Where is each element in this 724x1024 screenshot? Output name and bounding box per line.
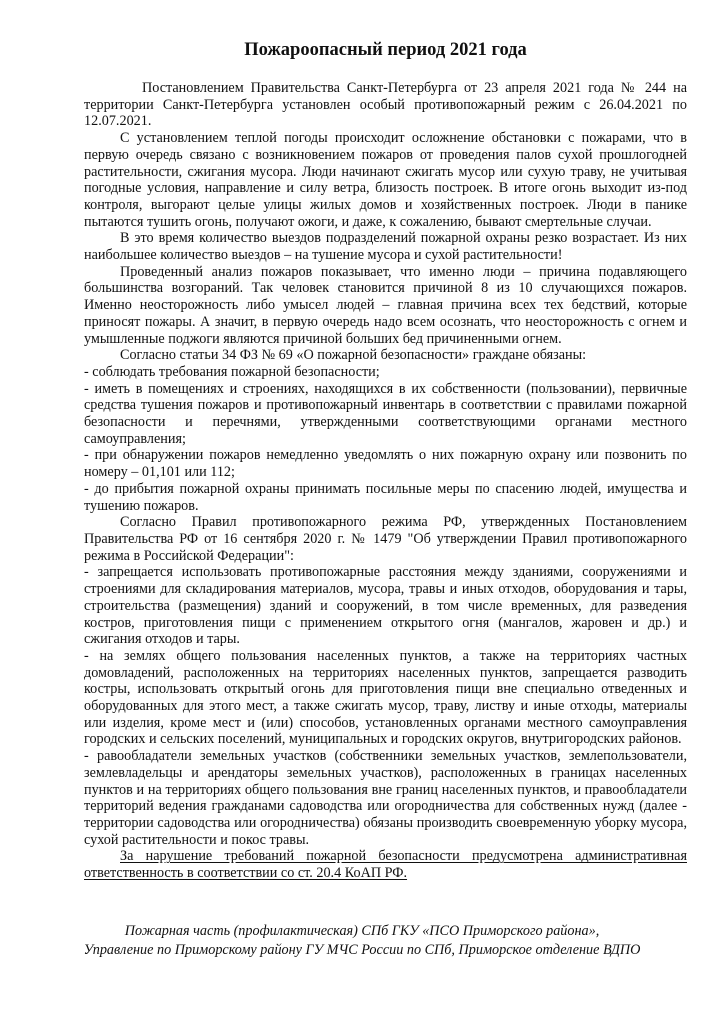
- list-item-obligation-2: - иметь в помещениях и строениях, находящихся в их собственности (пользовании), первичные средства тушения пожаров и противопожарный инвентарь в соответствии с правилами пожарной безопасности и перечнями, утвержденными соответствующими органами местного самоуправления;: [84, 380, 687, 447]
- paragraph-liability: За нарушение требований пожарной безопасности предусмотрена административная ответственность в соответствии со ст. 20.4 КоАП РФ.: [84, 848, 687, 882]
- list-item-obligation-4: - до прибытия пожарной охраны принимать посильные меры по спасению людей, имущества и тушению пожаров.: [84, 480, 687, 514]
- list-item-rule-1: - запрещается использовать противопожарные расстояния между зданиями, сооружениями и строениями для складирования материалов, мусора, травы и иных отходов, оборудования и тары, строительства (размещения) зданий и сооружений, в том числе временных, для разведения костров, приготовления пищи с применением открытого огня (мангалов, жаровен и др.) и сжигания отходов и тары.: [84, 564, 687, 648]
- list-item-obligation-3: - при обнаружении пожаров немедленно уведомлять о них пожарную охрану или позвонить по номеру – 01,101 или 112;: [84, 447, 687, 481]
- paragraph-callouts: В это время количество выездов подразделений пожарной охраны резко возрастает. Из них наибольшее количество выездов – на тушение мусора и сухой растительности!: [84, 230, 687, 264]
- paragraph-warm-weather: С установлением теплой погоды происходит осложнение обстановки с пожарами, что в первую очередь связано с возникновением пожаров от проведения палов сухой прошлогодней растительности, сжигания мусора. Люди начинают сжигать мусор или сухую траву, не учитывая погодные условия, направление и силу ветра, близость построек. В итоге огонь выходит из-под контроля, выгорают целые улицы жилых домов и хозяйственных построек. Люди в панике пытаются тушить огонь, получают ожоги, и даже, к сожалению, бывают смертельные случаи.: [84, 130, 687, 230]
- paragraph-decree: Постановлением Правительства Санкт-Петербурга от 23 апреля 2021 года № 244 на территории Санкт-Петербурга установлен особый противопожарный режим с 26.04.2021 по 12.07.2021.: [84, 80, 687, 130]
- list-item-rule-2: - на землях общего пользования населенных пунктов, а также на территориях частных домовладений, расположенных на территориях населенных пунктов, запрещается разводить костры, использовать открытый огонь для приготовления пищи вне специально отведенных и оборудованных для этого мест, а также сжигать мусор, траву, листву и иные отходы, материалы или изделия, кроме мест и (или) способов, установленных органами местного самоуправления городских и сельских поселений, муниципальных и городских округов, внутригородских районов.: [84, 647, 687, 748]
- paragraph-analysis: Проведенный анализ пожаров показывает, что именно люди – причина подавляющего большинства возгораний. Так человек становится причиной 8 из 10 случающихся пожаров. Именно неосторожность либо умысел людей – главная причина всех тех бедствий, которые приносят пожары. А значит, в первую очередь надо всем осознать, что неосторожность с огнем и умышленные поджоги являются причиной больших бед причиненными огнем.: [84, 263, 687, 347]
- document-title: Пожароопасный период 2021 года: [244, 40, 527, 60]
- paragraph-law-34: Согласно статьи 34 ФЗ № 69 «О пожарной безопасности» граждане обязаны:: [120, 347, 587, 364]
- document-footer: [40, 922, 684, 960]
- list-item-obligation-1: - соблюдать требования пожарной безопасности;: [84, 363, 380, 380]
- footer-line-1: Пожарная часть (профилактическая) СПб ГКУ «ПСО Приморского района»,: [124, 923, 600, 939]
- paragraph-fire-rules: Согласно Правил противопожарного режима РФ, утвержденных Постановлением Правительства РФ от 16 сентября 2020 г. № 1479 "Об утверждении Правил противопожарного режима в Российской Федерации":: [84, 514, 687, 564]
- document-page: [84, 38, 687, 882]
- footer-line-2: Управление по Приморскому району ГУ МЧС России по СПб, Приморское отделение ВДПО: [83, 942, 641, 958]
- list-item-rule-3: - равообладатели земельных участков (собственники земельных участков, землепользователи, землевладельцы и арендаторы земельных участков), расположенных в границах населенных пунктов и на территориях общего пользования вне границ населенных пунктов, и правообладатели территорий ведения гражданами садоводства или огородничества для собственных нужд (далее - территории садоводства или огородничества) обязаны производить своевременную уборку мусора, сухой растительности и покос травы.: [84, 748, 687, 848]
